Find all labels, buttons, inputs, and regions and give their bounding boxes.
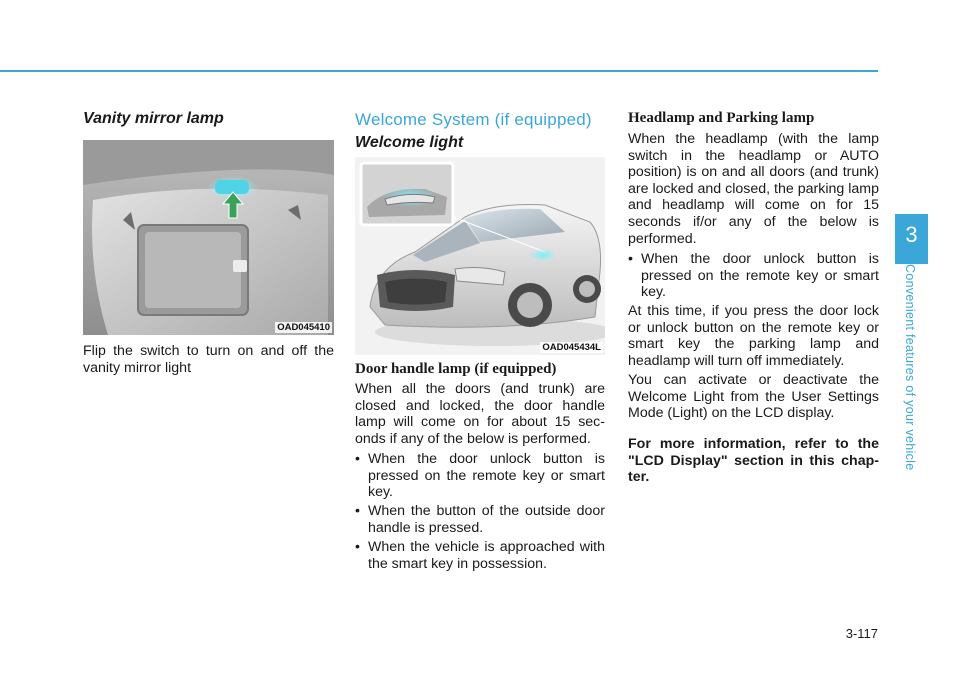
bullet-dot: • (355, 503, 360, 519)
vanity-mirror-text: Flip the switch to turn on and off the vanity mirror light (83, 343, 334, 376)
bullet-dot: • (355, 539, 360, 555)
headlamp-para-4: For more information, refer to the "LCD Display" section in this chap-ter. (628, 436, 879, 486)
bullet-dot: • (628, 251, 633, 267)
door-handle-bullet-1 (355, 451, 605, 501)
sun-visor-illustration (83, 140, 334, 335)
bullet-text: When the vehicle is approached with the smart key in possession. (368, 539, 605, 572)
chapter-title: Convenient features of your vehicle (903, 264, 917, 471)
chapter-title-vertical (905, 264, 919, 494)
headlamp-para-3: You can activate or deactivate the Welcome Light from the User Settings Mode (Light) on the LCD display. (628, 372, 879, 422)
welcome-light-heading: Welcome light (355, 134, 464, 151)
door-handle-heading: Door handle lamp (if equipped) (355, 361, 557, 377)
door-handle-bullet-3 (355, 539, 605, 572)
welcome-system-title: Welcome System (if equipped) (355, 110, 592, 129)
top-rule (0, 70, 878, 72)
headlamp-intro: When the headlamp (with the lamp switch in the headlamp or AUTO position) is on and all doors (and trunk) are locked and closed, the parking lamp and headlamp will come on for 15 seconds if/or any of the below is performed. (628, 131, 879, 247)
chapter-number: 3 (905, 222, 918, 247)
bullet-text: When the button of the outside door handle is pressed. (368, 503, 605, 536)
vanity-mirror-figure (83, 140, 334, 335)
door-handle-bullet-2 (355, 503, 605, 536)
headlamp-para-2: At this time, if you press the door lock or unlock button on the remote key or smart key the parking lamp and headlamp will turn off immediately. (628, 303, 879, 369)
car-illustration (355, 157, 605, 355)
welcome-light-figure (355, 157, 605, 355)
page-number: 3-117 (845, 626, 878, 641)
figure-code: OAD045434L (542, 342, 601, 353)
headlamp-bullet-1 (628, 251, 879, 301)
headlamp-heading: Headlamp and Parking lamp (628, 110, 815, 126)
door-handle-intro: When all the doors (and trunk) are closed and locked, the door handle lamp will come on for about 15 sec-onds if any of the below is performed. (355, 381, 605, 447)
bullet-text: When the door unlock button is pressed on the remote key or smart key. (368, 451, 605, 501)
bullet-text: When the door unlock button is pressed on the remote key or smart key. (641, 251, 879, 301)
figure-code: OAD045410 (277, 322, 330, 333)
bullet-dot: • (355, 451, 360, 467)
vanity-mirror-heading: Vanity mirror lamp (83, 110, 224, 127)
